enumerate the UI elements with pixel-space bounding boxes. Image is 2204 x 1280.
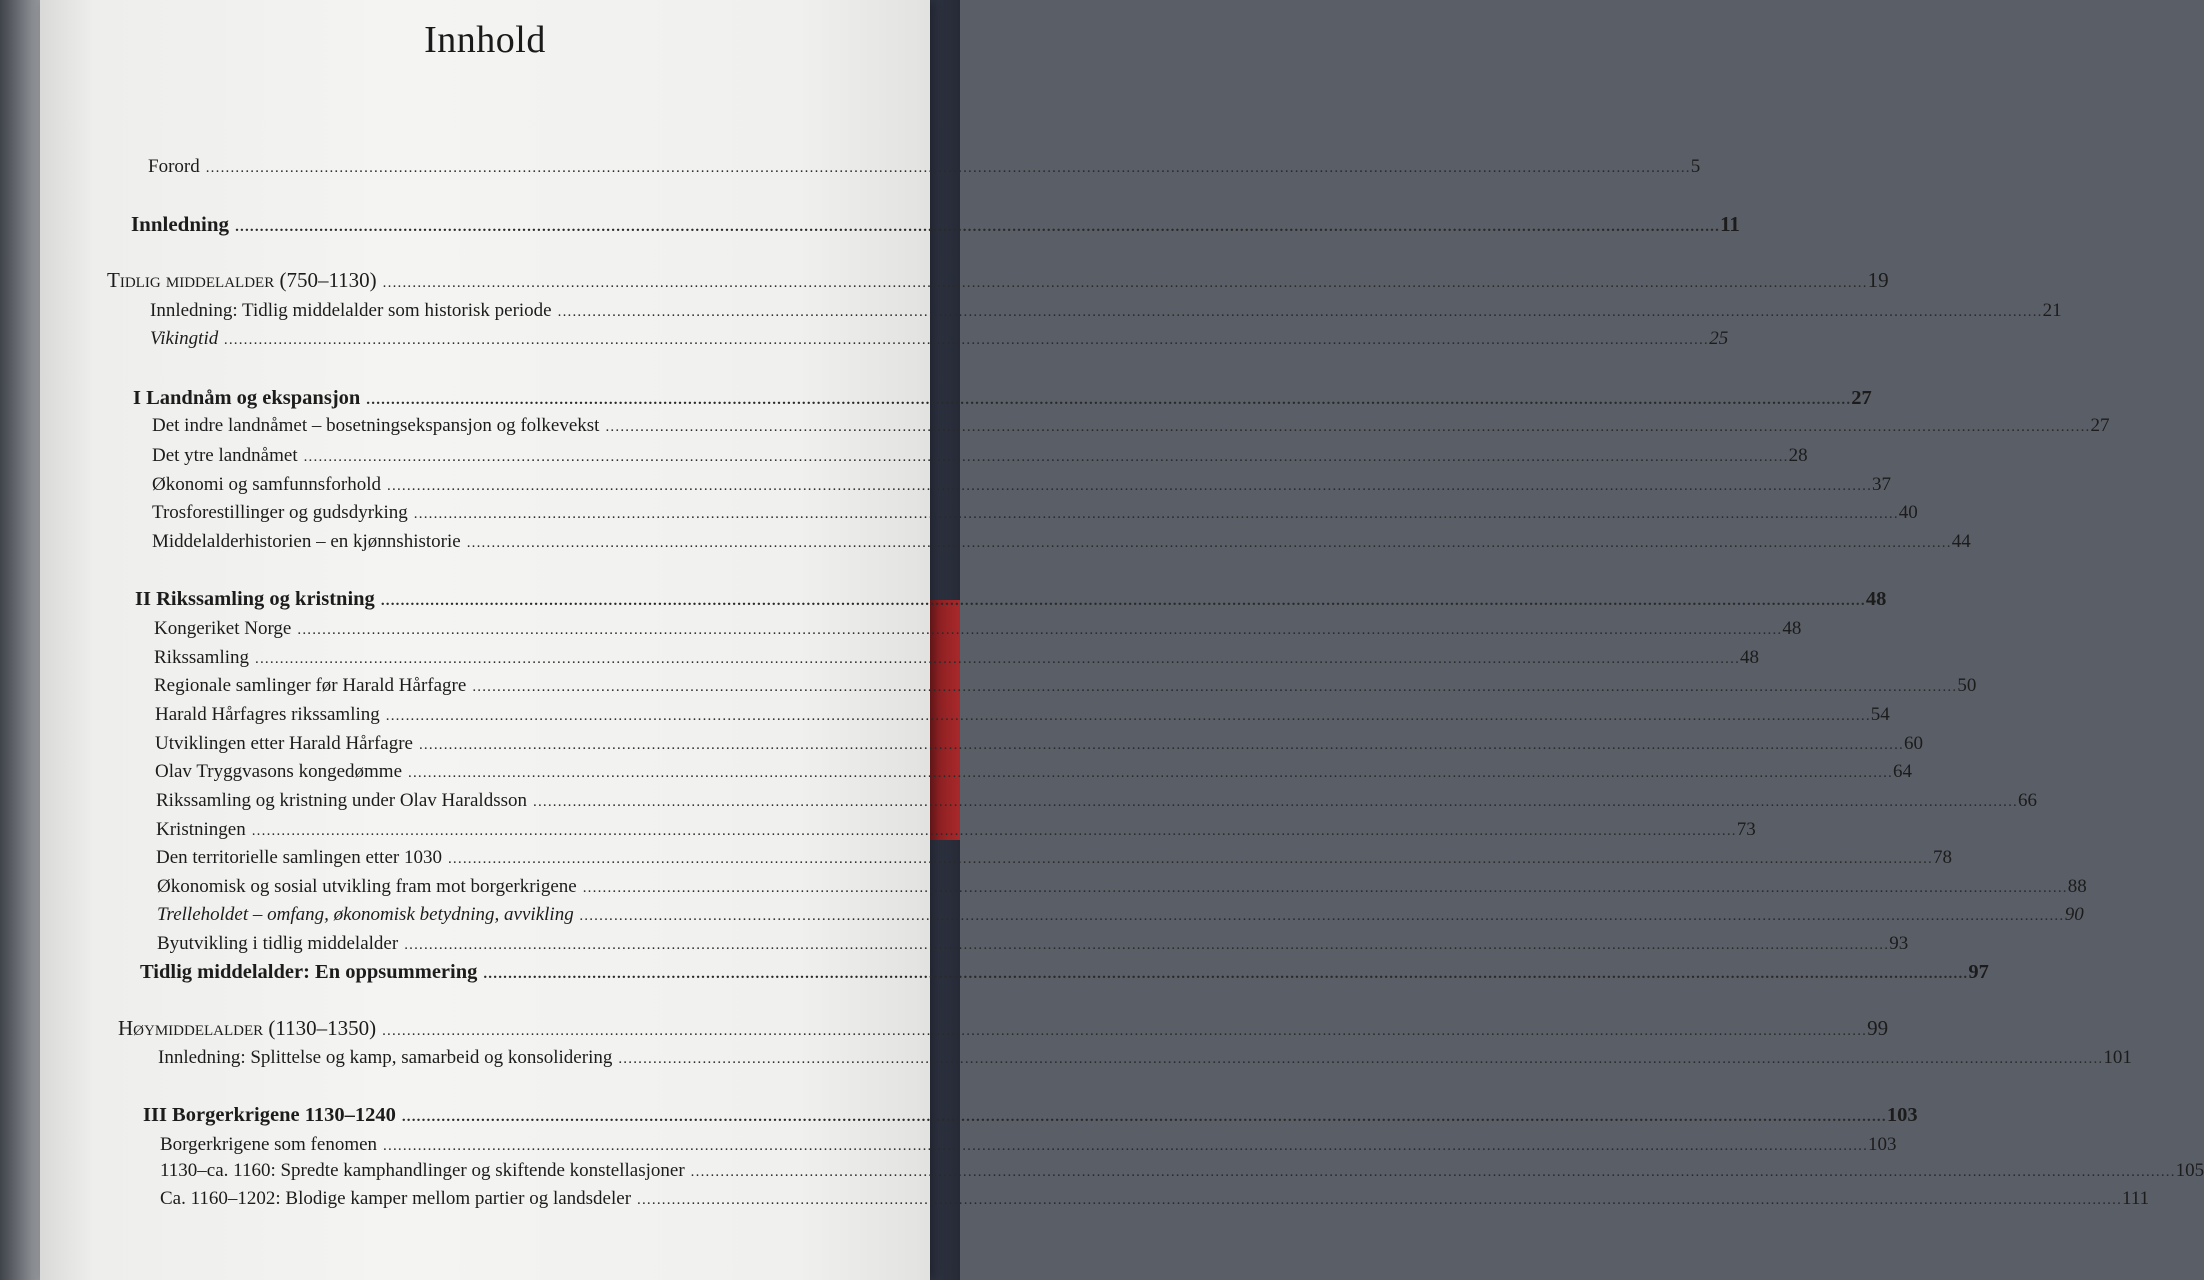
toc-entry-title: Forord [148, 156, 200, 177]
toc-entry-page-number: 105 [2175, 1160, 2204, 1181]
toc-entry-title: Utviklingen etter Harald Hårfagre [155, 733, 413, 754]
toc-entry-title: Det ytre landnåmet [152, 445, 298, 466]
toc-leader-dots: ............................................................................................................................................................................................................................................................................................................ [387, 478, 1873, 494]
toc-entry-title: Tidlig middelalder: En oppsummering [140, 961, 478, 983]
toc-entry-title: Middelalderhistorien – en kjønnshistorie [152, 531, 461, 552]
toc-entry-page-number: 48 [1740, 647, 1760, 668]
table-of-contents [40, 0, 2204, 1280]
toc-entry-page-number: 28 [1788, 445, 1808, 466]
toc-leader-dots: ............................................................................................................................................................................................................................................................................................................ [251, 823, 1737, 839]
toc-entry-page-number: 54 [1870, 704, 1890, 725]
toc-entry-page-number: 97 [1968, 961, 1989, 983]
toc-entry [160, 1160, 2204, 1182]
toc-entry [140, 961, 1989, 984]
toc-entry [150, 328, 1729, 350]
toc-entry-title: 1130–ca. 1160: Spredte kamphandlinger og skiftende konstellasjoner [160, 1160, 685, 1181]
toc-leader-dots: ............................................................................................................................................................................................................................................................................................................ [557, 304, 2043, 320]
book-page [40, 0, 2204, 1280]
toc-entry-page-number: 27 [1851, 387, 1872, 409]
toc-entry-title: Olav Tryggvasons kongedømme [155, 761, 402, 782]
toc-entry [155, 704, 1890, 726]
toc-entry-title: Innledning: Tidlig middelalder som historisk periode [150, 300, 552, 321]
toc-entry-title: Vikingtid [150, 328, 219, 349]
toc-entry [157, 933, 1909, 955]
toc-entry [154, 618, 1802, 640]
toc-entry [156, 847, 1952, 869]
toc-entry-page-number: 78 [1932, 847, 1952, 868]
toc-leader-dots: ............................................................................................................................................................................................................................................................................................................ [618, 1051, 2104, 1067]
toc-entry-page-number: 48 [1782, 618, 1802, 639]
toc-entry-page-number: 111 [2122, 1188, 2150, 1209]
toc-leader-dots: ............................................................................................................................................................................................................................................................................................................ [205, 160, 1691, 176]
toc-entry-title: I Landnåm og ekspansjon [133, 387, 361, 409]
toc-leader-dots: ............................................................................................................................................................................................................................................................................................................ [383, 1138, 1869, 1154]
toc-entry [152, 445, 1808, 467]
toc-entry-page-number: 99 [1867, 1016, 1889, 1040]
toc-entry [154, 675, 1977, 697]
toc-entry-page-number: 60 [1903, 733, 1923, 754]
toc-entry-title: Kristningen [156, 819, 246, 840]
toc-leader-dots: ............................................................................................................................................................................................................................................................................................................ [413, 506, 1899, 522]
toc-entry [160, 1188, 2150, 1210]
toc-entry-page-number: 11 [1720, 212, 1740, 236]
toc-entry [143, 1104, 1918, 1127]
toc-entry-page-number: 37 [1872, 474, 1892, 495]
toc-entry-title: Innledning [131, 212, 230, 236]
toc-entry-page-number: 5 [1690, 156, 1701, 177]
toc-leader-dots: ............................................................................................................................................................................................................................................................................................................ [385, 708, 1871, 724]
toc-leader-dots: ............................................................................................................................................................................................................................................................................................................ [472, 679, 1958, 695]
toc-entry-title: II Rikssamling og kristning [135, 588, 375, 610]
toc-entry-title: Den territorielle samlingen etter 1030 [156, 847, 442, 868]
toc-leader-dots: ............................................................................................................................................................................................................................................................................................................ [418, 737, 1904, 753]
toc-entry [152, 415, 2110, 437]
toc-leader-dots: ............................................................................................................................................................................................................................................................................................................ [235, 219, 1721, 235]
toc-entry-title: Harald Hårfagres rikssamling [155, 704, 380, 725]
toc-leader-dots: ............................................................................................................................................................................................................................................................................................................ [605, 419, 2091, 435]
toc-entry [135, 588, 1887, 611]
toc-leader-dots: ............................................................................................................................................................................................................................................................................................................ [690, 1164, 2176, 1180]
toc-leader-dots: ............................................................................................................................................................................................................................................................................................................ [303, 449, 1789, 465]
toc-entry-title: Kongeriket Norge [154, 618, 292, 639]
toc-entry-title: Trelleholdet – omfang, økonomisk betydning, avvikling [157, 904, 574, 925]
toc-leader-dots: ............................................................................................................................................................................................................................................................................................................ [483, 966, 1969, 982]
toc-entry [148, 156, 1701, 178]
toc-entry-title: Økonomisk og sosial utvikling fram mot borgerkrigene [157, 876, 577, 897]
toc-entry [155, 761, 1912, 783]
toc-leader-dots: ............................................................................................................................................................................................................................................................................................................ [466, 535, 1952, 551]
toc-entry [152, 531, 1971, 553]
toc-entry [152, 502, 1918, 524]
toc-entry [158, 1047, 2132, 1069]
toc-entry-page-number: 88 [2067, 876, 2087, 897]
toc-entry-page-number: 50 [1957, 675, 1977, 696]
toc-leader-dots: ............................................................................................................................................................................................................................................................................................................ [401, 1109, 1887, 1125]
toc-entry-page-number: 19 [1867, 268, 1889, 292]
toc-entry-page-number: 93 [1889, 933, 1909, 954]
toc-entry [157, 876, 2087, 898]
toc-entry-title: III Borgerkrigene 1130–1240 [143, 1104, 396, 1126]
toc-leader-dots: ............................................................................................................................................................................................................................................................................................................ [404, 937, 1890, 953]
toc-entry-page-number: 90 [2064, 904, 2084, 925]
toc-entry-title: Økonomi og samfunnsforhold [152, 474, 382, 495]
toc-entry [157, 904, 2084, 926]
toc-entry [160, 1134, 1897, 1156]
toc-leader-dots: ............................................................................................................................................................................................................................................................................................................ [255, 651, 1741, 667]
toc-leader-dots: ............................................................................................................................................................................................................................................................................................................ [297, 622, 1783, 638]
toc-leader-dots: ............................................................................................................................................................................................................................................................................................................ [447, 851, 1933, 867]
toc-entry-page-number: 21 [2042, 300, 2062, 321]
toc-leader-dots: ............................................................................................................................................................................................................................................................................................................ [224, 332, 1710, 348]
toc-entry [118, 1016, 1889, 1041]
toc-leader-dots: ............................................................................................................................................................................................................................................................................................................ [533, 794, 2018, 810]
toc-entry-title: Byutvikling i tidlig middelalder [157, 933, 399, 954]
toc-entry-page-number: 40 [1898, 502, 1918, 523]
toc-entry [133, 387, 1872, 410]
page-title: Innhold [424, 19, 546, 61]
toc-entry-page-number: 73 [1736, 819, 1756, 840]
toc-leader-dots: ............................................................................................................................................................................................................................................................................................................ [380, 593, 1866, 609]
toc-leader-dots: ............................................................................................................................................................................................................................................................................................................ [382, 275, 1868, 291]
toc-entry [150, 300, 2062, 322]
toc-entry-page-number: 25 [1709, 328, 1729, 349]
toc-entry [156, 819, 1756, 841]
toc-entry-title: Rikssamling og kristning under Olav Haraldsson [156, 790, 527, 811]
toc-leader-dots: ............................................................................................................................................................................................................................................................................................................ [582, 880, 2068, 896]
toc-entry-title: Innledning: Splittelse og kamp, samarbeid og konsolidering [158, 1047, 613, 1068]
toc-entry-title: Høymiddelalder (1130–1350) [118, 1016, 377, 1040]
toc-entry [107, 268, 1889, 293]
toc-entry [154, 647, 1760, 669]
toc-entry-page-number: 64 [1893, 761, 1912, 782]
toc-leader-dots: ............................................................................................................................................................................................................................................................................................................ [408, 765, 1893, 781]
toc-entry-page-number: 103 [1886, 1104, 1918, 1126]
toc-leader-dots: ............................................................................................................................................................................................................................................................................................................ [366, 392, 1852, 408]
toc-leader-dots: ............................................................................................................................................................................................................................................................................................................ [637, 1192, 2123, 1208]
toc-leader-dots: ............................................................................................................................................................................................................................................................................................................ [579, 908, 2065, 924]
toc-entry-title: Trosforestillinger og gudsdyrking [152, 502, 408, 523]
toc-leader-dots: ............................................................................................................................................................................................................................................................................................................ [382, 1023, 1868, 1039]
toc-entry-page-number: 48 [1865, 588, 1887, 610]
toc-entry-title: Rikssamling [154, 647, 250, 668]
toc-entry [131, 212, 1740, 237]
toc-entry-page-number: 101 [2103, 1047, 2132, 1068]
toc-entry-title: Det indre landnåmet – bosetningsekspansjon og folkevekst [152, 415, 600, 436]
toc-entry-page-number: 103 [1868, 1134, 1897, 1155]
toc-entry [156, 790, 2037, 812]
toc-entry [155, 733, 1923, 755]
toc-entry-title: Borgerkrigene som fenomen [160, 1134, 378, 1155]
toc-entry-title: Tidlig middelalder (750–1130) [107, 268, 377, 292]
toc-entry-title: Regionale samlinger før Harald Hårfagre [154, 675, 467, 696]
toc-entry-page-number: 66 [2018, 790, 2037, 811]
toc-entry [152, 474, 1892, 496]
toc-entry-page-number: 44 [1951, 531, 1971, 552]
toc-entry-page-number: 27 [2090, 415, 2110, 436]
toc-entry-title: Ca. 1160–1202: Blodige kamper mellom partier og landsdeler [160, 1188, 632, 1209]
